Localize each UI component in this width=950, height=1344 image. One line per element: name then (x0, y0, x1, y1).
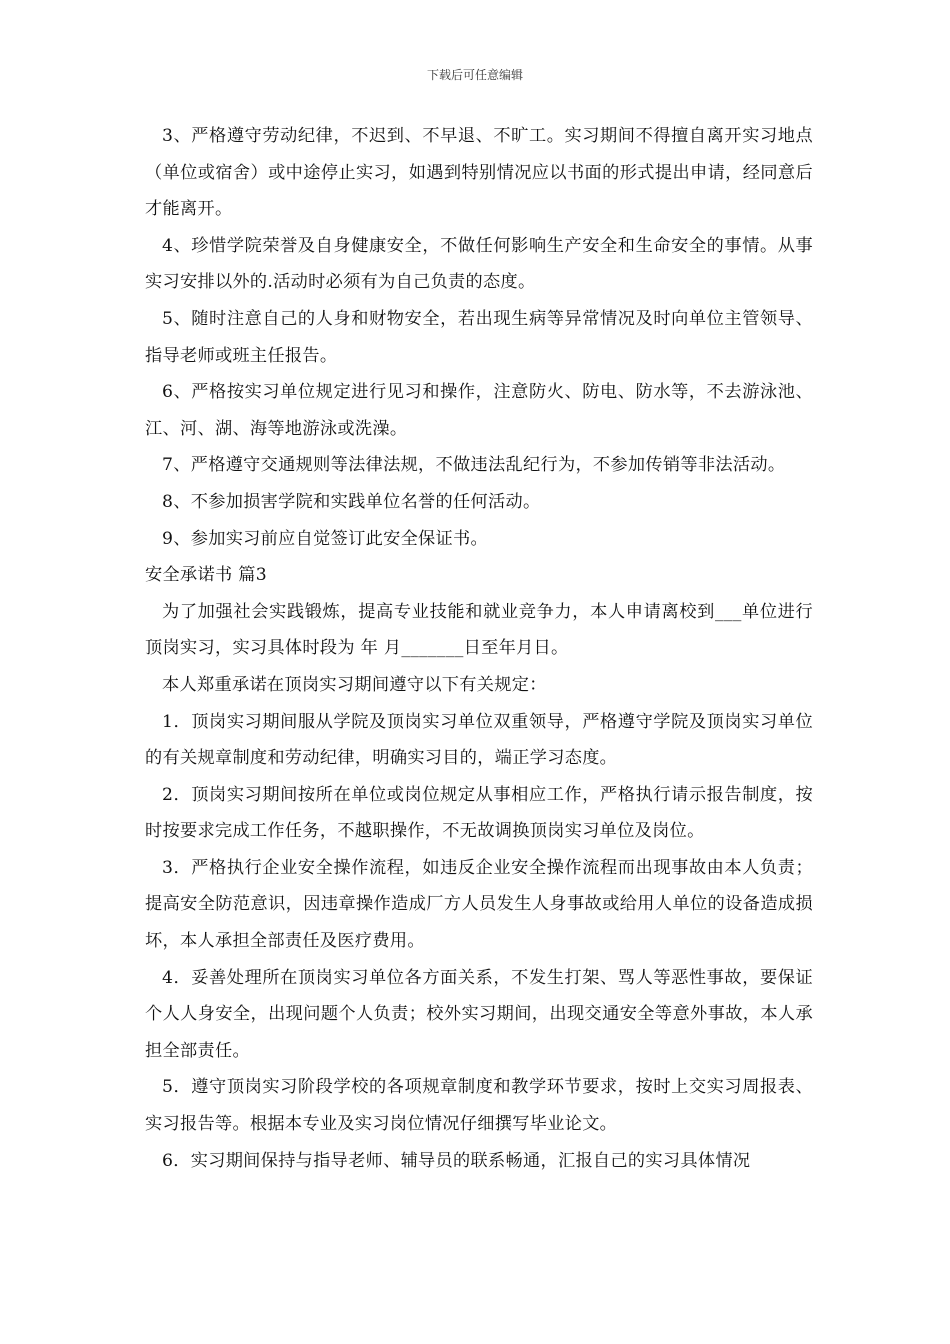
pledge-item-2: 2．顶岗实习期间按所在单位或岗位规定从事相应工作，严格执行请示报告制度，按时按要求完成工作任务，不越职操作，不无故调换顶岗实习单位及岗位。 (145, 784, 813, 842)
document-body (145, 118, 813, 1179)
rule-paragraph-7: 7、严格遵守交通规则等法律法规，不做违法乱纪行为，不参加传销等非法活动。 (162, 455, 786, 476)
rule-paragraph-8: 8、不参加损害学院和实践单位名誉的任何活动。 (162, 491, 541, 512)
pledge-item-1: 1．顶岗实习期间服从学院及顶岗实习单位双重领导，严格遵守学院及顶岗实习单位的有关规章制度和劳动纪律，明确实习目的，端正学习态度。 (145, 711, 813, 769)
page-header-note: 下载后可任意编辑 (426, 68, 523, 82)
pledge-item-4: 4．妥善处理所在顶岗实习单位各方面关系，不发生打架、骂人等恶性事故，要保证个人人身安全，出现问题个人负责；校外实习期间，出现交通安全等意外事故，本人承担全部责任。 (145, 967, 813, 1061)
intro-paragraph: 为了加强社会实践锻炼，提高专业技能和就业竞争力，本人申请离校到___单位进行顶岗实习，实习具体时段为 年 月_______日至年月日。 (145, 601, 813, 659)
section-title: 安全承诺书 篇3 (145, 565, 267, 586)
rule-paragraph-9: 9、参加实习前应自觉签订此安全保证书。 (162, 528, 489, 549)
pledge-item-5: 5．遵守顶岗实习阶段学校的各项规章制度和教学环节要求，按时上交实习周报表、实习报告等。根据本专业及实习岗位情况仔细撰写毕业论文。 (145, 1077, 813, 1135)
rule-paragraph-5: 5、随时注意自己的人身和财物安全，若出现生病等异常情况及时向单位主管领导、指导老师或班主任报告。 (145, 308, 813, 366)
rule-paragraph-3: 3、严格遵守劳动纪律，不迟到、不早退、不旷工。实习期间不得擅自离开实习地点（单位或宿舍）或中途停止实习，如遇到特别情况应以书面的形式提出申请，经同意后才能离开。 (145, 126, 813, 220)
pledge-item-3: 3．严格执行企业安全操作流程，如违反企业安全操作流程而出现事故由本人负责；提高安全防范意识，因违章操作造成厂方人员发生人身事故或给用人单位的设备造成损坏，本人承担全部责任及医疗费用。 (145, 857, 813, 952)
rule-paragraph-4: 4、珍惜学院荣誉及自身健康安全，不做任何影响生产安全和生命安全的事情。从事实习安排以外的.活动时必须有为自己负责的态度。 (145, 235, 813, 293)
pledge-item-6: 6．实习期间保持与指导老师、辅导员的联系畅通，汇报自己的实习具体情况 (162, 1150, 751, 1171)
rule-paragraph-6: 6、严格按实习单位规定进行见习和操作，注意防火、防电、防水等，不去游泳池、江、河、湖、海等地游泳或洗澡。 (145, 382, 813, 439)
pledge-lead-paragraph: 本人郑重承诺在顶岗实习期间遵守以下有关规定： (162, 674, 547, 695)
